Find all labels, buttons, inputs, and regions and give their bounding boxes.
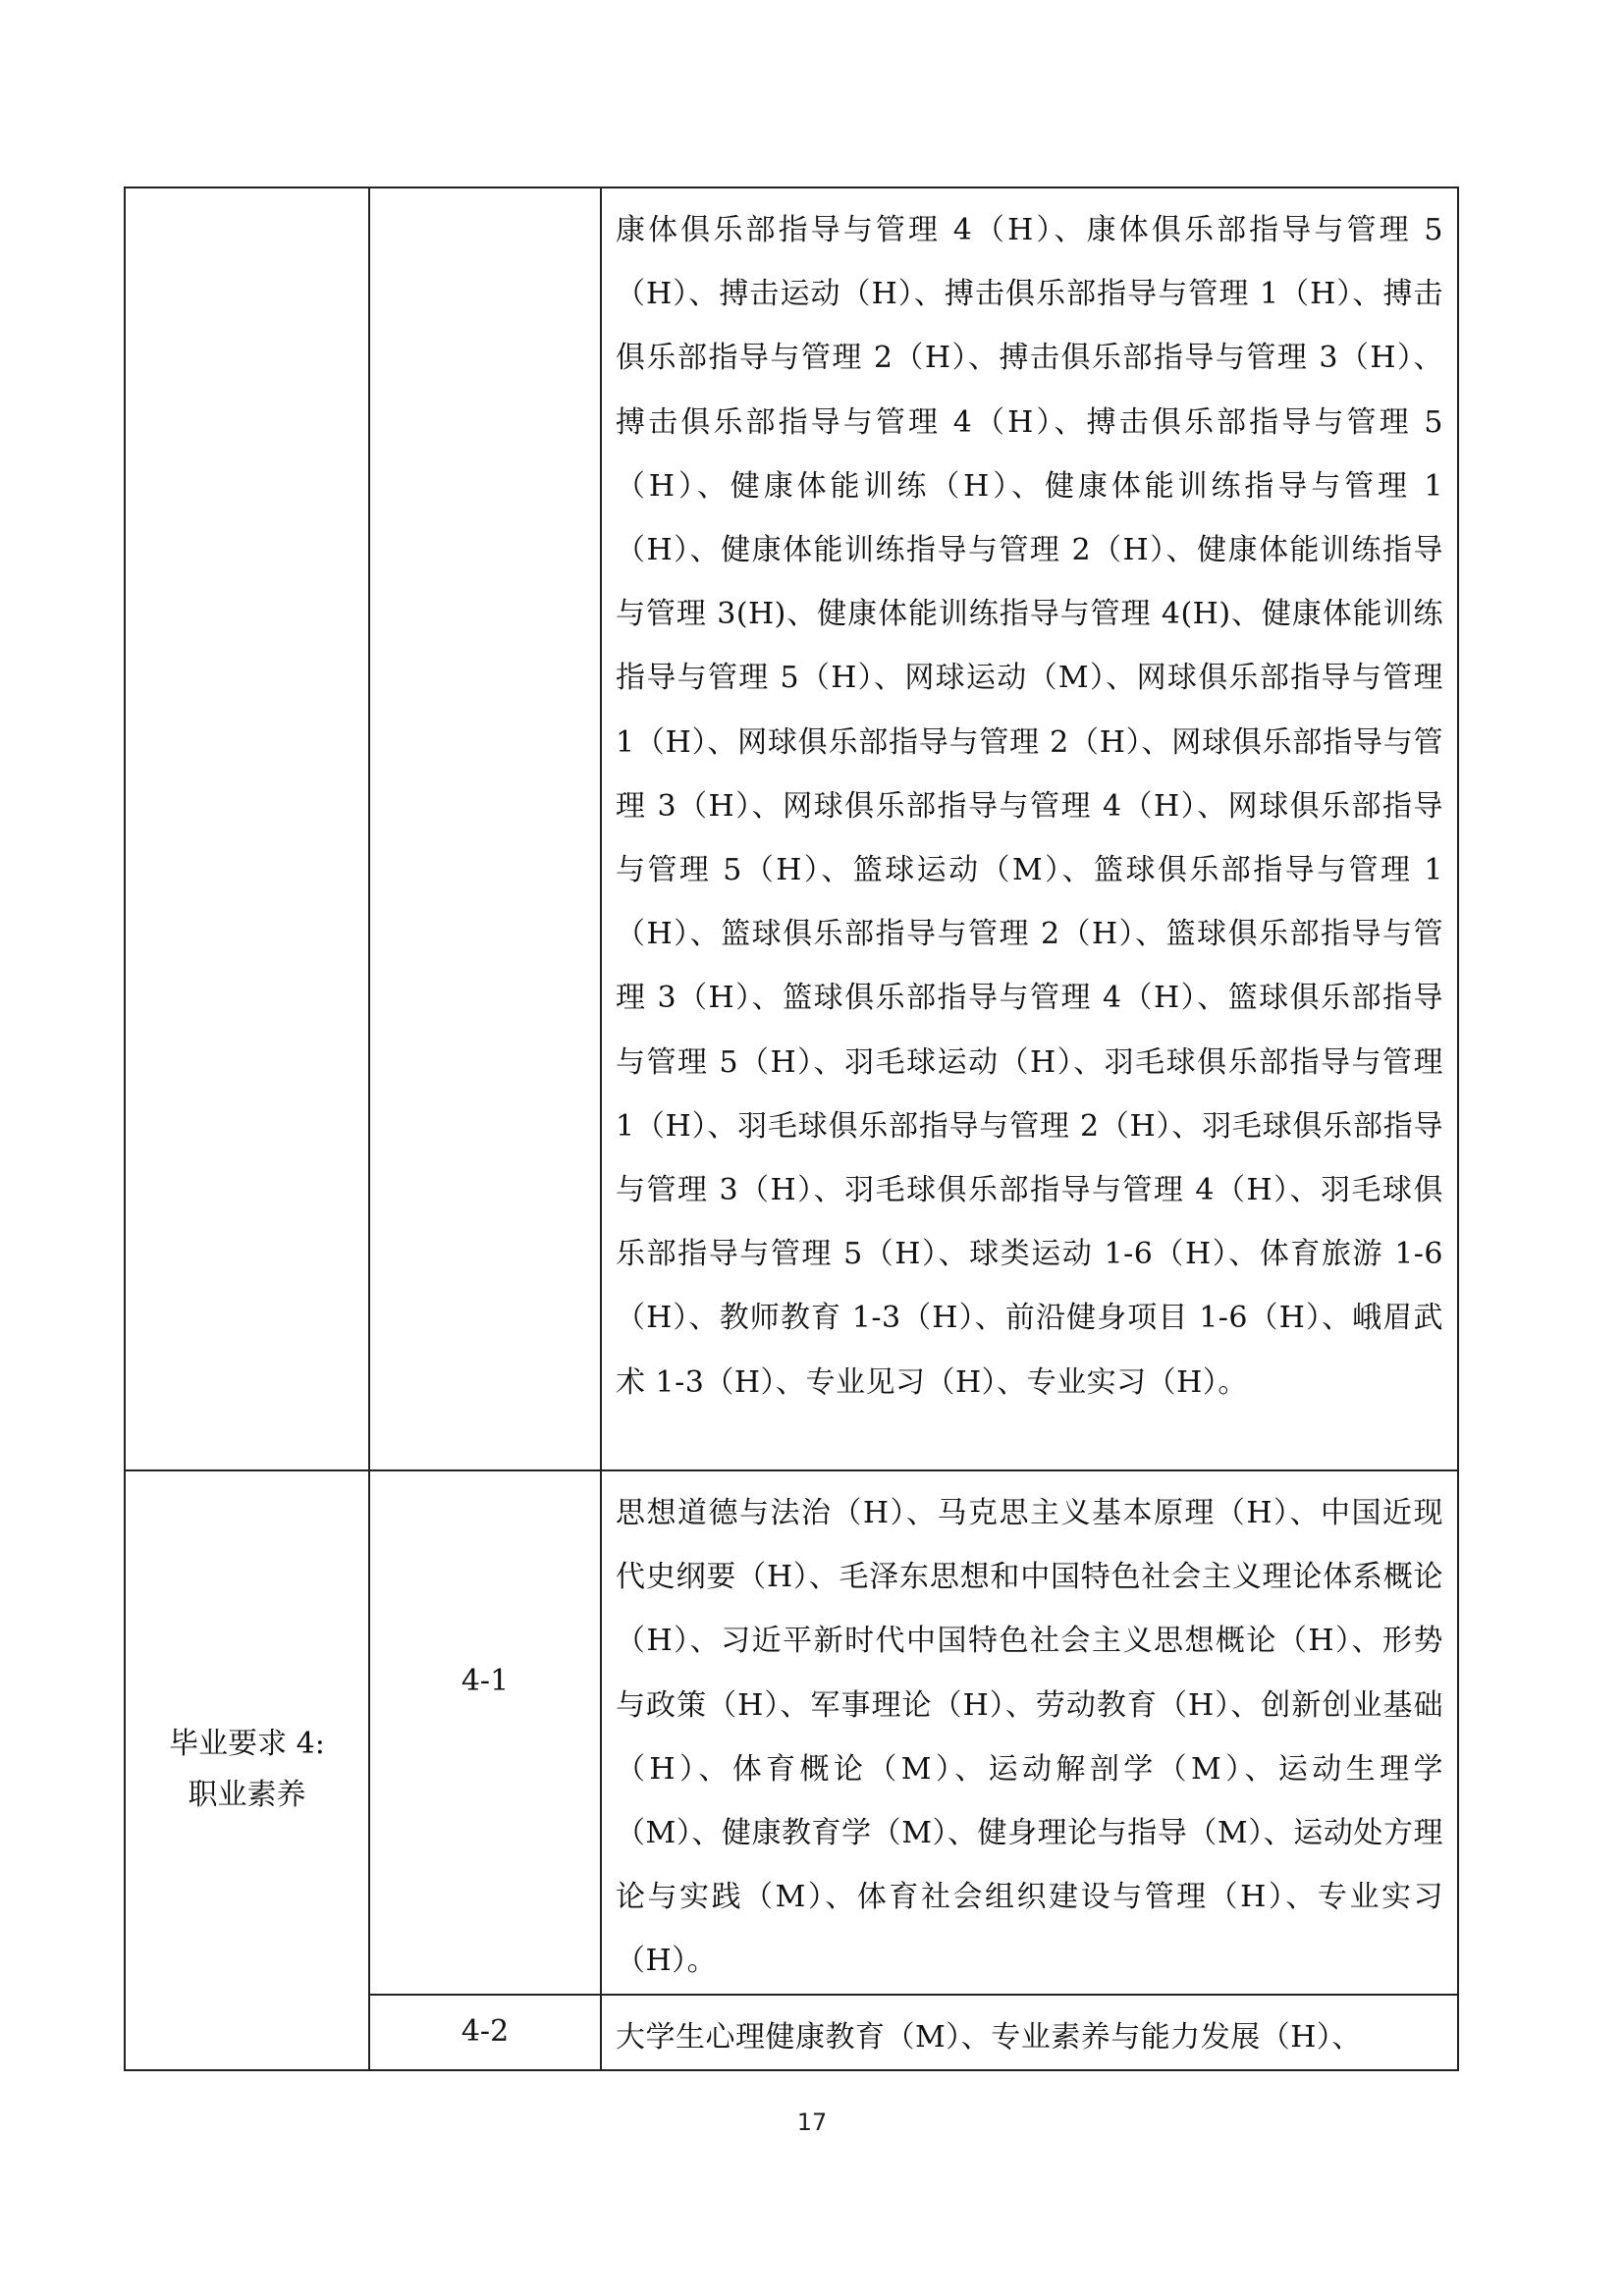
requirement-cell-empty (125, 187, 369, 1470)
table-row (125, 1470, 1458, 1995)
sub-requirement-code: 4-1 (460, 1663, 510, 1698)
course-list-text: 思想道德与法治（H）、马克思主义基本原理（H）、中国近现代史纲要（H）、毛泽东思想和中国特色社会主义理论体系概论（H）、习近平新时代中国特色社会主义思想概论（H）、形势与政策（H）、军事理论（H）、劳动教育（H）、创新创业基础（H）、体育概论（M）、运动解剖学（M）、运动生理学（M）、健康教育学（M）、健身理论与指导（M）、运动处方理论与实践（M）、体育社会组织建设与管理（H）、专业实习（H）。 (616, 1496, 1443, 1979)
sub-requirement-code: 4-2 (460, 2014, 510, 2050)
sub-requirement-cell-empty (369, 187, 601, 1470)
course-list-cell (601, 1470, 1458, 1995)
requirement-label-line1: 毕业要求 4: (169, 1727, 325, 1762)
course-list-text: 康体俱乐部指导与管理 4（H）、康体俱乐部指导与管理 5（H）、搏击运动（H）、搏击俱乐部指导与管理 1（H）、搏击俱乐部指导与管理 2（H）、搏击俱乐部指导与管理 3（H）、搏击俱乐部指导与管理 4（H）、搏击俱乐部指导与管理 5（H）、健康体能训练（H）、健康体能训练指导与管理 1（H）、健康体能训练指导与管理 2（H）、健康体能训练指导与管理 3(H)、健康体能训练指导与管理 4(H)、健康体能训练指导与管理 5（H）、网球运动（M）、网球俱乐部指导与管理 1（H）、网球俱乐部指导与管理 2（H）、网球俱乐部指导与管理 3（H）、网球俱乐部指导与管理 4（H）、网球俱乐部指导与管理 5（H）、篮球运动（M）、篮球俱乐部指导与管理 1（H）、篮球俱乐部指导与管理 2（H）、篮球俱乐部指导与管理 3（H）、篮球俱乐部指导与管理 4（H）、篮球俱乐部指导与管理 5（H）、羽毛球运动（H）、羽毛球俱乐部指导与管理 1（H）、羽毛球俱乐部指导与管理 2（H）、羽毛球俱乐部指导与管理 3（H）、羽毛球俱乐部指导与管理 4（H）、羽毛球俱乐部指导与管理 5（H）、球类运动 1-6（H）、体育旅游 1-6（H）、教师教育 1-3（H）、前沿健身项目 1-6（H）、峨眉武术 1-3（H）、专业见习（H）、专业实习（H）。 (616, 213, 1443, 1400)
course-list-cell (601, 187, 1458, 1470)
course-list-text: 大学生心理健康教育（M）、专业素养与能力发展（H）、 (616, 2019, 1362, 2055)
table-row (125, 187, 1458, 1470)
graduation-requirement-cell (125, 1470, 369, 2070)
course-list-cell (601, 1995, 1458, 2070)
requirement-label-line2: 职业素养 (188, 1778, 306, 1813)
sub-requirement-cell (369, 1470, 601, 1995)
page-number: 17 (796, 2109, 828, 2136)
curriculum-mapping-table (124, 187, 1459, 2071)
sub-requirement-cell (369, 1995, 601, 2070)
